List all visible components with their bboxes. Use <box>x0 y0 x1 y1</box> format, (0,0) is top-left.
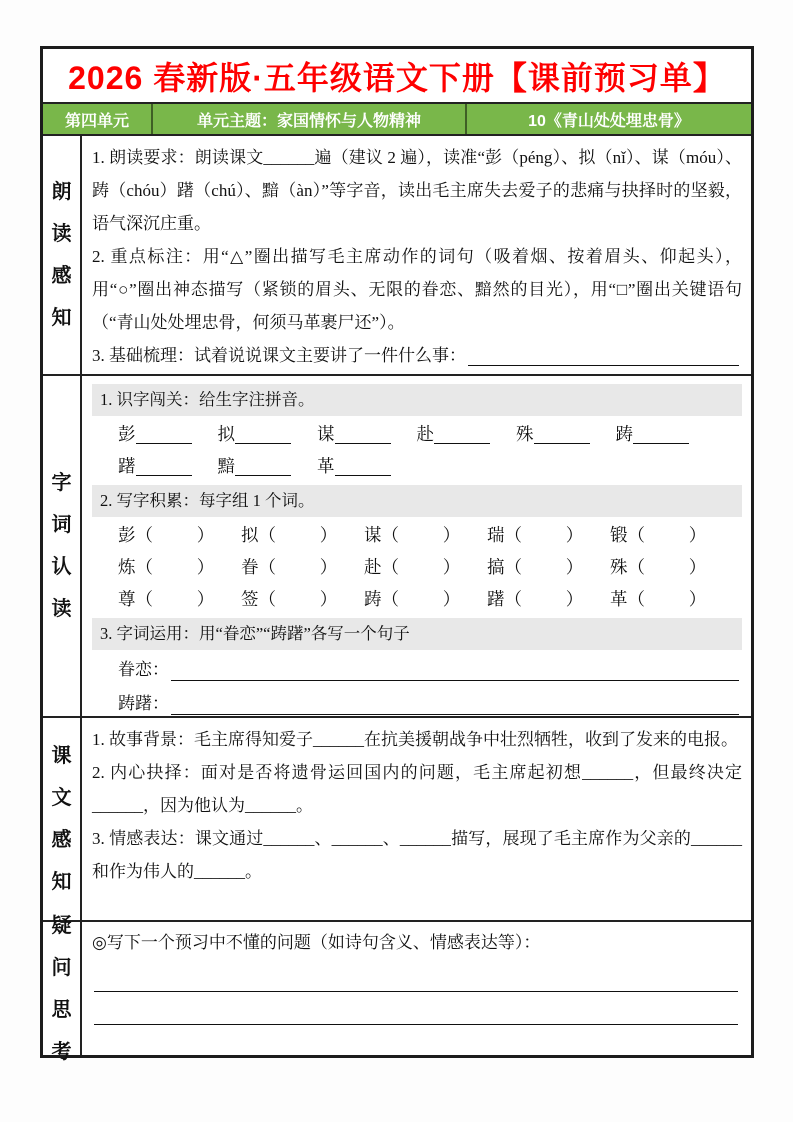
zuci-item: 彭（ ） <box>118 525 215 545</box>
reading-item-3-text: 3. 基础梳理：试着说说课文主要讲了一件什么事： <box>92 346 466 365</box>
zuci-item: 搞（ ） <box>487 557 584 577</box>
pinyin-item <box>317 453 391 480</box>
worksheet-sheet <box>40 46 754 1063</box>
answer-line-2 <box>94 992 738 1025</box>
sentence-label: 踌躇： <box>118 694 169 713</box>
question-prompt: ◎写下一个预习中不懂的问题（如诗句含义、情感表达等）： <box>92 933 541 952</box>
pinyin-item <box>218 453 292 480</box>
pinyin-item <box>118 421 192 448</box>
zuci-item: 踌（ ） <box>364 589 461 609</box>
zuci-row-2 <box>118 554 742 581</box>
answer-line-1 <box>94 959 738 992</box>
reading-item-3 <box>92 339 742 372</box>
words-content <box>82 376 751 716</box>
pinyin-blank <box>434 443 490 444</box>
questions-content <box>82 922 751 1055</box>
worksheet-title: 2026 春新版·五年级语文下册【课前预习单】 <box>43 49 751 104</box>
pinyin-char: 谋 <box>317 424 335 444</box>
reading-item-2: 2. 重点标注：用“△”圈出描写毛主席动作的词句（吸着烟、按着眉头、仰起头），用“○”圈出神态描写（紧锁的眉头、无限的眷恋、黯然的目光），用“□”圈出关键语句（“青山处处埋忠骨，何须马革裹尸还”）。 <box>92 247 742 332</box>
pinyin-item <box>417 421 491 448</box>
pinyin-blank <box>235 475 291 476</box>
zuci-item: 革（ ） <box>610 589 707 609</box>
zuci-item: 躇（ ） <box>487 589 584 609</box>
reading-item-1: 1. 朗读要求：朗读课文______遍（建议 2 遍），读准“彭（péng）、拟（nǐ）、谋（móu）、踌（chóu）躇（chú）、黯（àn）”等字音，读出毛主席失去爱子的悲痛与抉择时的坚毅，语气深沉庄重。 <box>92 148 742 233</box>
zuci-item: 殊（ ） <box>610 557 707 577</box>
zuci-item: 签（ ） <box>241 589 338 609</box>
pinyin-item <box>516 421 590 448</box>
pinyin-item <box>317 421 391 448</box>
pinyin-row-2 <box>118 453 742 480</box>
zuci-item: 赴（ ） <box>364 557 461 577</box>
pinyin-char: 拟 <box>217 424 235 444</box>
zuci-item: 尊（ ） <box>118 589 215 609</box>
section-label-text <box>43 718 82 920</box>
text-item-2: 2. 内心抉择：面对是否将遗骨运回国内的问题，毛主席起初想______，但最终决定______，因为他认为______。 <box>92 763 742 815</box>
zuci-item: 谋（ ） <box>364 525 461 545</box>
zuci-row-1 <box>118 522 742 549</box>
zuci-item: 眷（ ） <box>241 557 338 577</box>
text-content <box>82 718 751 920</box>
sentence-label: 眷恋： <box>118 660 169 679</box>
section-text <box>43 718 751 922</box>
section-words <box>43 376 751 718</box>
pinyin-blank <box>534 443 590 444</box>
zuci-item: 炼（ ） <box>118 557 215 577</box>
section-questions <box>43 914 751 1063</box>
zuci-item: 瑞（ ） <box>487 525 584 545</box>
blank-line <box>171 714 739 715</box>
worksheet-table <box>43 136 751 1063</box>
zuci-item: 锻（ ） <box>610 525 707 545</box>
pinyin-item <box>218 421 292 448</box>
zuci-row-3 <box>118 586 742 613</box>
pinyin-char: 彭 <box>118 424 136 444</box>
pinyin-blank <box>335 443 391 444</box>
unit-info-bar <box>43 104 751 136</box>
vertical-label-text: 疑问思考 <box>51 914 72 1063</box>
unit-theme-cell: 单元主题：家国情怀与人物精神 <box>151 104 467 134</box>
section-reading <box>43 136 751 376</box>
blank-line <box>171 680 739 681</box>
reading-content <box>82 136 751 374</box>
pinyin-blank <box>335 475 391 476</box>
pinyin-blank <box>136 443 192 444</box>
pinyin-item <box>616 421 690 448</box>
blank-line <box>468 365 739 366</box>
pinyin-char: 躇 <box>118 456 136 476</box>
section-label-questions <box>43 914 82 1063</box>
unit-number-cell: 第四单元 <box>64 112 129 130</box>
sentence-row-chouchu <box>118 687 742 716</box>
pinyin-char: 黯 <box>217 456 235 476</box>
section-label-words <box>43 376 82 716</box>
pinyin-char: 踌 <box>615 424 633 444</box>
zuci-item: 拟（ ） <box>241 525 338 545</box>
answer-line-3 <box>94 1025 738 1055</box>
pinyin-blank <box>136 475 192 476</box>
vertical-label-text: 课文感知 <box>51 745 72 893</box>
text-item-1: 1. 故事背景：毛主席得知爱子______在抗美援朝战争中壮烈牺牲，收到了发来的电报。 <box>92 730 738 749</box>
sentence-row-juanlian <box>118 653 742 687</box>
vertical-label-text: 字词认读 <box>51 472 72 620</box>
text-item-3: 3. 情感表达：课文通过______、______、______描写，展现了毛主席作为父亲的______和作为伟人的______。 <box>92 829 742 881</box>
pinyin-row-1 <box>118 421 742 448</box>
task-band-pinyin: 1. 识字闯关：给生字注拼音。 <box>92 384 742 416</box>
section-label-reading <box>43 136 82 374</box>
pinyin-char: 革 <box>317 456 335 476</box>
pinyin-char: 殊 <box>516 424 534 444</box>
pinyin-item <box>118 453 192 480</box>
task-band-sentences: 3. 字词运用：用“眷恋”“踌躇”各写一个句子 <box>92 618 742 650</box>
vertical-label-text: 朗读感知 <box>51 181 72 329</box>
pinyin-blank <box>235 443 291 444</box>
pinyin-blank <box>633 443 689 444</box>
pinyin-char: 赴 <box>416 424 434 444</box>
lesson-title-cell: 10《青山处处埋忠骨》 <box>528 112 690 130</box>
task-band-zuci: 2. 写字积累：每字组 1 个词。 <box>92 485 742 517</box>
